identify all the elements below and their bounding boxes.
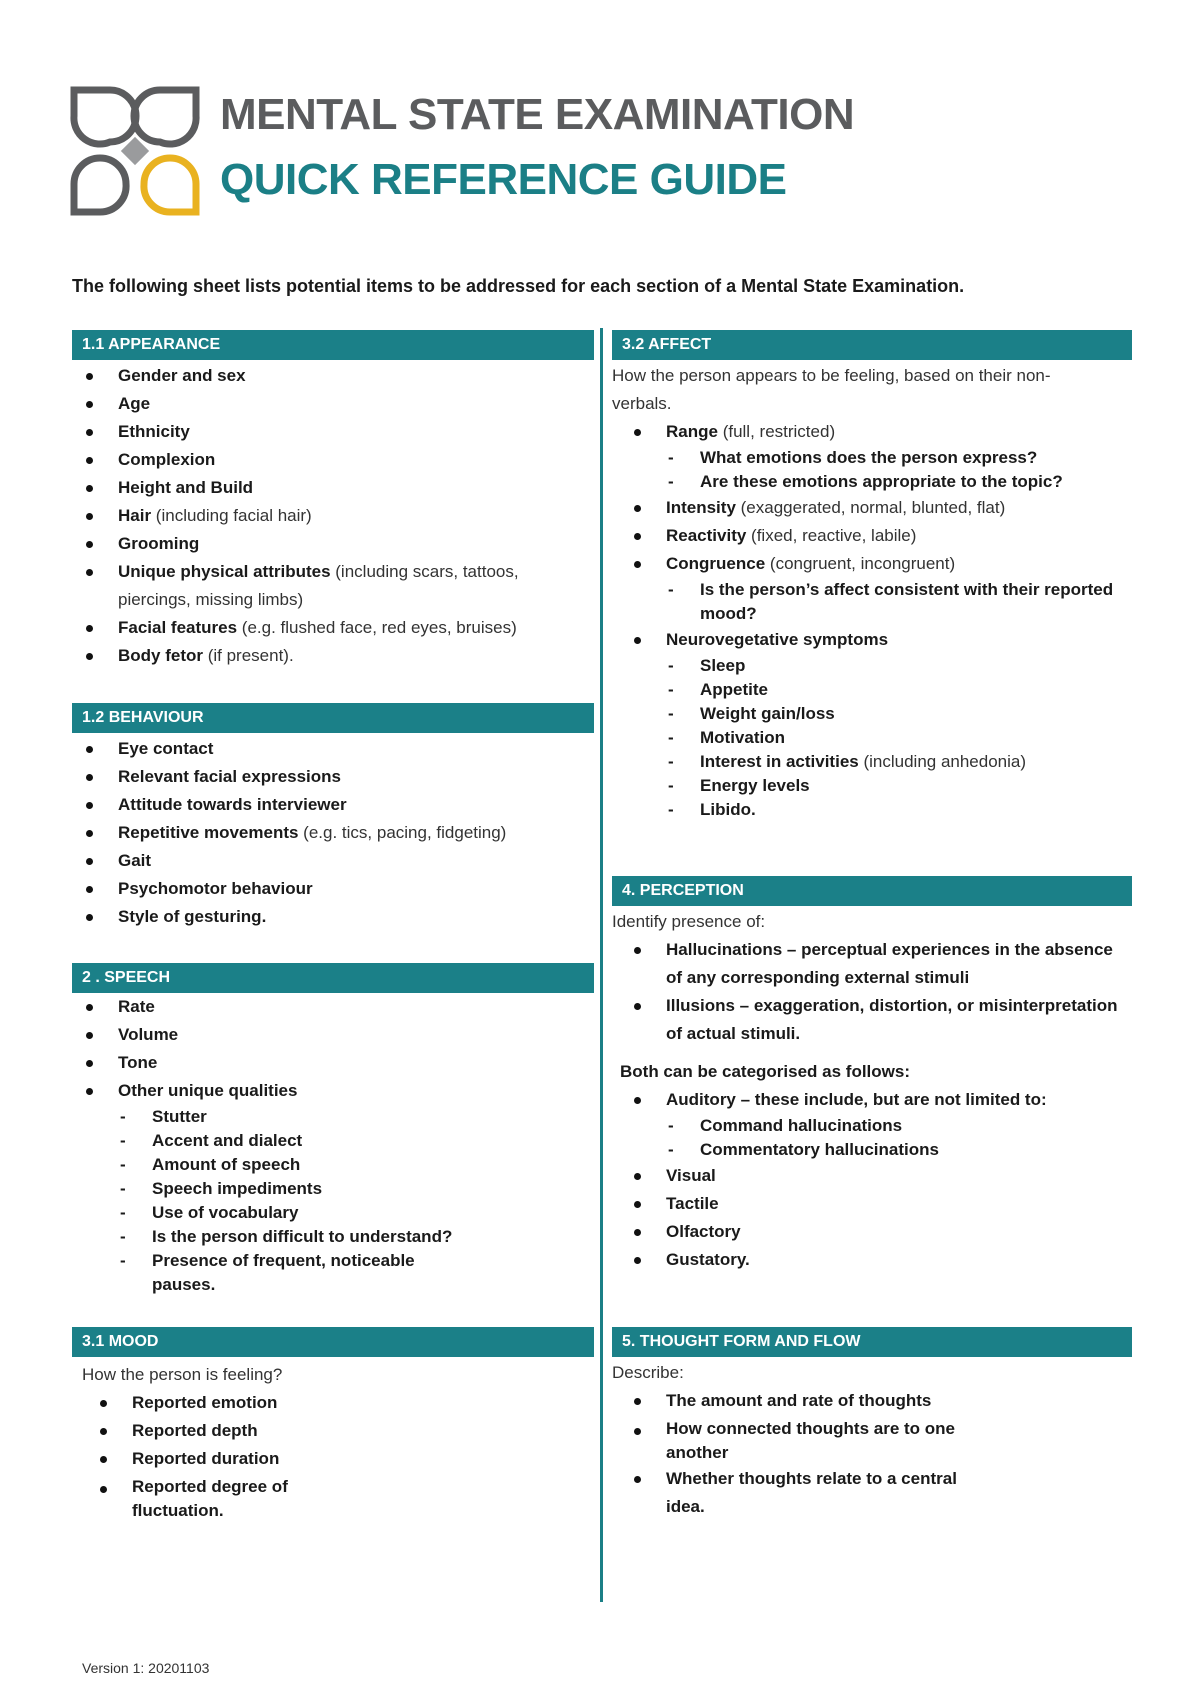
list-item: Reported duration — [86, 1445, 346, 1473]
list-item: Gait — [72, 847, 594, 875]
perception-list — [620, 936, 1132, 1048]
auditory-sublist — [666, 1114, 1132, 1162]
list-item: Tactile — [620, 1190, 1132, 1218]
list-item: Neurovegetative symptoms - Sleep - Appetite - Weight gain/loss - Motivation - Interest in activities (including anhedonia) - Energy levels - Libido. — [620, 626, 1132, 822]
intro-text: The following sheet lists potential items to be addressed for each section of a Mental State Examination. — [72, 276, 965, 296]
list-item: Intensity (exaggerated, normal, blunted, flat) — [620, 494, 1132, 522]
list-item: Reported degree of fluctuation. — [86, 1475, 346, 1523]
list-item: Height and Build — [72, 474, 594, 502]
sub-item: - What emotions does the person express? — [666, 446, 1132, 470]
list-item: Olfactory — [620, 1218, 1132, 1246]
mood-lead: How the person is feeling? — [82, 1365, 283, 1384]
list-item: Volume — [72, 1021, 594, 1049]
list-item: Complexion — [72, 446, 594, 474]
thought-header: 5. THOUGHT FORM AND FLOW — [612, 1327, 1132, 1357]
list-item: Congruence (congruent, incongruent) - Is the person’s affect consistent with their reported mood? — [620, 550, 1132, 626]
behaviour-list — [72, 735, 594, 931]
speech-sublist — [118, 1105, 458, 1297]
perception-categorised: Both can be categorised as follows: — [620, 1062, 911, 1081]
list-item: Psychomotor behaviour — [72, 875, 594, 903]
affect-lead: How the person appears to be feeling, based on their non-verbals. — [612, 366, 1051, 413]
speech-section — [72, 963, 594, 1297]
mood-list — [86, 1389, 346, 1523]
list-item: Style of gesturing. — [72, 903, 594, 931]
speech-list — [72, 993, 594, 1297]
sub-item: - Motivation — [666, 726, 1132, 750]
mood-section — [72, 1327, 594, 1523]
list-item: Auditory – these include, but are not limited to: - Command hallucinations - Commentatory hallucinations — [620, 1086, 1132, 1162]
sub-item: - Speech impediments — [118, 1177, 458, 1201]
list-item: Gustatory. — [620, 1246, 1132, 1274]
list-item: Other unique qualities - Stutter - Accent and dialect - Amount of speech - Speech impediments - Use of vocabulary - Is the person difficult to understand? - Presence of frequent, noticeable pauses. — [72, 1077, 594, 1297]
list-item: Whether thoughts relate to a central idea. — [620, 1465, 1000, 1521]
behaviour-header: 1.2 BEHAVIOUR — [72, 703, 594, 733]
sub-item: - Accent and dialect — [118, 1129, 458, 1153]
mood-header: 3.1 MOOD — [72, 1327, 594, 1357]
list-item: Body fetor (if present). — [72, 642, 594, 670]
version-label: Version 1: 20201103 — [82, 1660, 210, 1676]
list-item: Unique physical attributes (including scars, tattoos, piercings, missing limbs) — [72, 558, 594, 614]
thought-list — [620, 1387, 1000, 1521]
list-item: Eye contact — [72, 735, 594, 763]
list-item: Tone — [72, 1049, 594, 1077]
list-item: Visual — [620, 1162, 1132, 1190]
appearance-list — [72, 362, 594, 670]
sub-item: - Commentatory hallucinations — [666, 1138, 1132, 1162]
list-item: Hair (including facial hair) — [72, 502, 594, 530]
list-item: Reported emotion — [86, 1389, 346, 1417]
affect-section — [612, 330, 1132, 822]
range-sublist — [666, 446, 1132, 494]
speech-header: 2 . SPEECH — [72, 963, 594, 993]
sub-item: - Weight gain/loss — [666, 702, 1132, 726]
neuro-sublist — [666, 654, 1132, 822]
list-item: How connected thoughts are to one another — [620, 1417, 1000, 1465]
list-item: Repetitive movements (e.g. tics, pacing, fidgeting) — [72, 819, 594, 847]
sub-item: - Is the person difficult to understand? — [118, 1225, 458, 1249]
sub-item: - Are these emotions appropriate to the topic? — [666, 470, 1132, 494]
sub-item: - Stutter — [118, 1105, 458, 1129]
list-item: Gender and sex — [72, 362, 594, 390]
list-item: Hallucinations – perceptual experiences in the absence of any corresponding external stimuli — [620, 936, 1132, 992]
list-item: Illusions – exaggeration, distortion, or misinterpretation of actual stimuli. — [620, 992, 1132, 1048]
congruence-sublist — [666, 578, 1132, 626]
list-item: Relevant facial expressions — [72, 763, 594, 791]
page-title: MENTAL STATE EXAMINATION — [220, 90, 855, 139]
perception-lead: Identify presence of: — [612, 912, 766, 931]
column-divider — [600, 328, 603, 1602]
list-item: Grooming — [72, 530, 594, 558]
perception-section — [612, 876, 1132, 1274]
list-item: Facial features (e.g. flushed face, red eyes, bruises) — [72, 614, 594, 642]
sub-item: - Use of vocabulary — [118, 1201, 458, 1225]
list-item: Attitude towards interviewer — [72, 791, 594, 819]
list-item: Range (full, restricted) - What emotions does the person express? - Are these emotions appropriate to the topic? — [620, 418, 1132, 494]
list-item: Reported depth — [86, 1417, 346, 1445]
sub-item: - Command hallucinations — [666, 1114, 1132, 1138]
list-item: Rate — [72, 993, 594, 1021]
sub-item: - Libido. — [666, 798, 1132, 822]
sub-item: - Amount of speech — [118, 1153, 458, 1177]
sub-item: - Presence of frequent, noticeable pauses. — [118, 1249, 458, 1297]
sub-item: - Appetite — [666, 678, 1132, 702]
appearance-header: 1.1 APPEARANCE — [72, 330, 594, 360]
behaviour-section — [72, 703, 594, 931]
affect-header: 3.2 AFFECT — [612, 330, 1132, 360]
logo-icon — [70, 86, 200, 216]
sub-item: - Sleep — [666, 654, 1132, 678]
affect-list — [620, 418, 1132, 822]
sub-item: - Interest in activities (including anhedonia) — [666, 750, 1132, 774]
sub-item: - Energy levels — [666, 774, 1132, 798]
sub-item: - Is the person’s affect consistent with their reported mood? — [666, 578, 1132, 626]
perception-types-list — [620, 1086, 1132, 1274]
appearance-section — [72, 330, 594, 670]
list-item: Reactivity (fixed, reactive, labile) — [620, 522, 1132, 550]
page-subtitle: QUICK REFERENCE GUIDE — [220, 155, 787, 204]
list-item: Age — [72, 390, 594, 418]
thought-lead: Describe: — [612, 1363, 684, 1382]
list-item: Ethnicity — [72, 418, 594, 446]
thought-section — [612, 1327, 1132, 1521]
perception-header: 4. PERCEPTION — [612, 876, 1132, 906]
list-item: The amount and rate of thoughts — [620, 1387, 1000, 1415]
